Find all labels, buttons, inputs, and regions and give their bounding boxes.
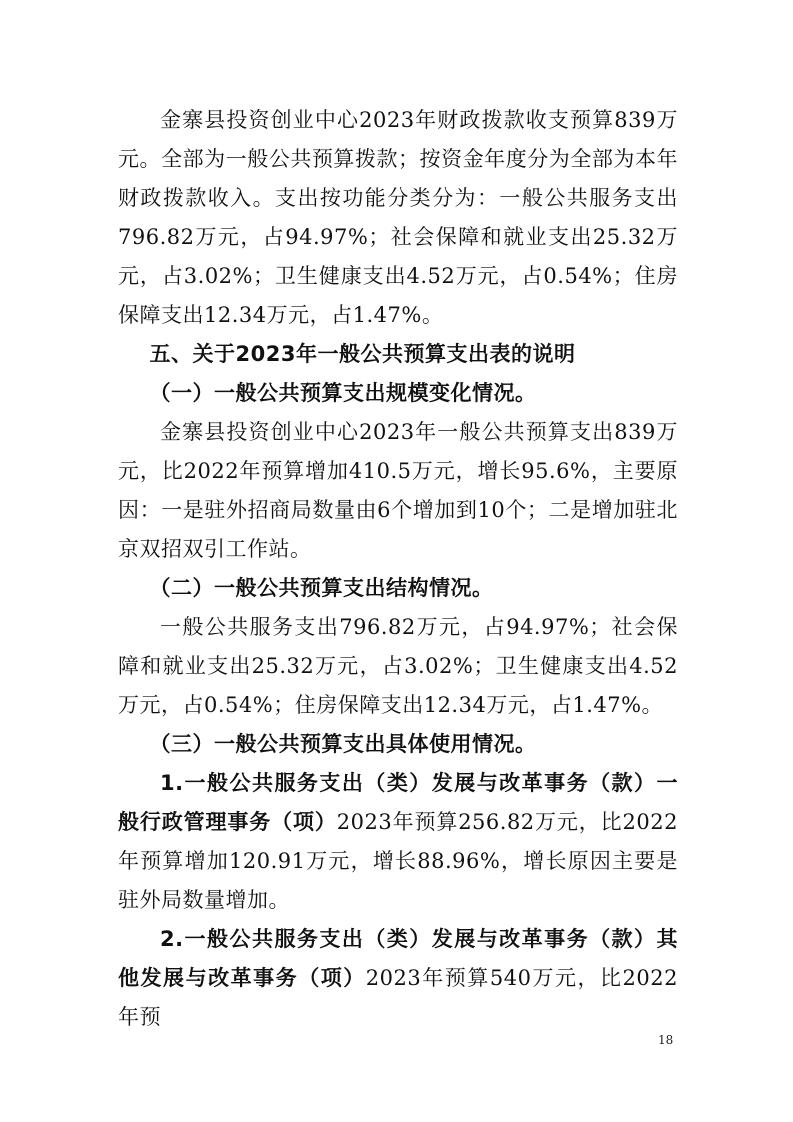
budget-summary-paragraph: 金寨县投资创业中心2023年财政拨款收支预算839万元。全部为一般公共预算拨款；按资金年度分为全部为本年财政拨款收入。支出按功能分类分为：一般公共服务支出796.82万元，占94.97%；社会保障和就业支出25.32万元，占3.02%；卫生健康支出4.52万元，占0.54%；住房保障支出12.34万元，占1.47%。	[118, 108, 678, 327]
item-2-body: 2023年预算540万元，比2022年预	[118, 966, 679, 1029]
structure-paragraph: 一般公共服务支出796.82万元，占94.97%；社会保障和就业支出25.32万元，占3.02%；卫生健康支出4.52万元，占0.54%；住房保障支出12.34万元，占1.47%。	[118, 615, 678, 717]
page-number: 18	[658, 1033, 674, 1047]
item-1-lead: 1.一般公共服务支出（类）发展与改革事务（款）一般行政管理事务（项）	[118, 771, 678, 834]
subsection-2-heading: （二）一般公共预算支出结构情况。	[149, 576, 494, 600]
item-2-lead: 2.一般公共服务支出（类）发展与改革事务（款）其他发展与改革事务（项）	[118, 927, 678, 990]
scale-change-paragraph: 金寨县投资创业中心2023年一般公共预算支出839万元，比2022年预算增加410.5万元，增长95.6%，主要原因：一是驻外招商局数量由6个增加到10个；二是增加驻北京双招双引工作站。	[118, 420, 678, 561]
item-1-body: 2023年预算256.82万元，比2022年预算增加120.91万元，增长88.96%，增长原因主要是驻外局数量增加。	[118, 810, 678, 912]
item-1-paragraph	[118, 764, 678, 920]
subsection-3-heading: （三）一般公共预算支出具体使用情况。	[149, 732, 537, 756]
subsection-1-heading: （一）一般公共预算支出规模变化情况。	[149, 381, 537, 405]
item-2-paragraph	[118, 920, 678, 1037]
section-5-heading: 五、关于2023年一般公共预算支出表的说明	[149, 342, 576, 366]
document-page	[118, 101, 678, 1037]
